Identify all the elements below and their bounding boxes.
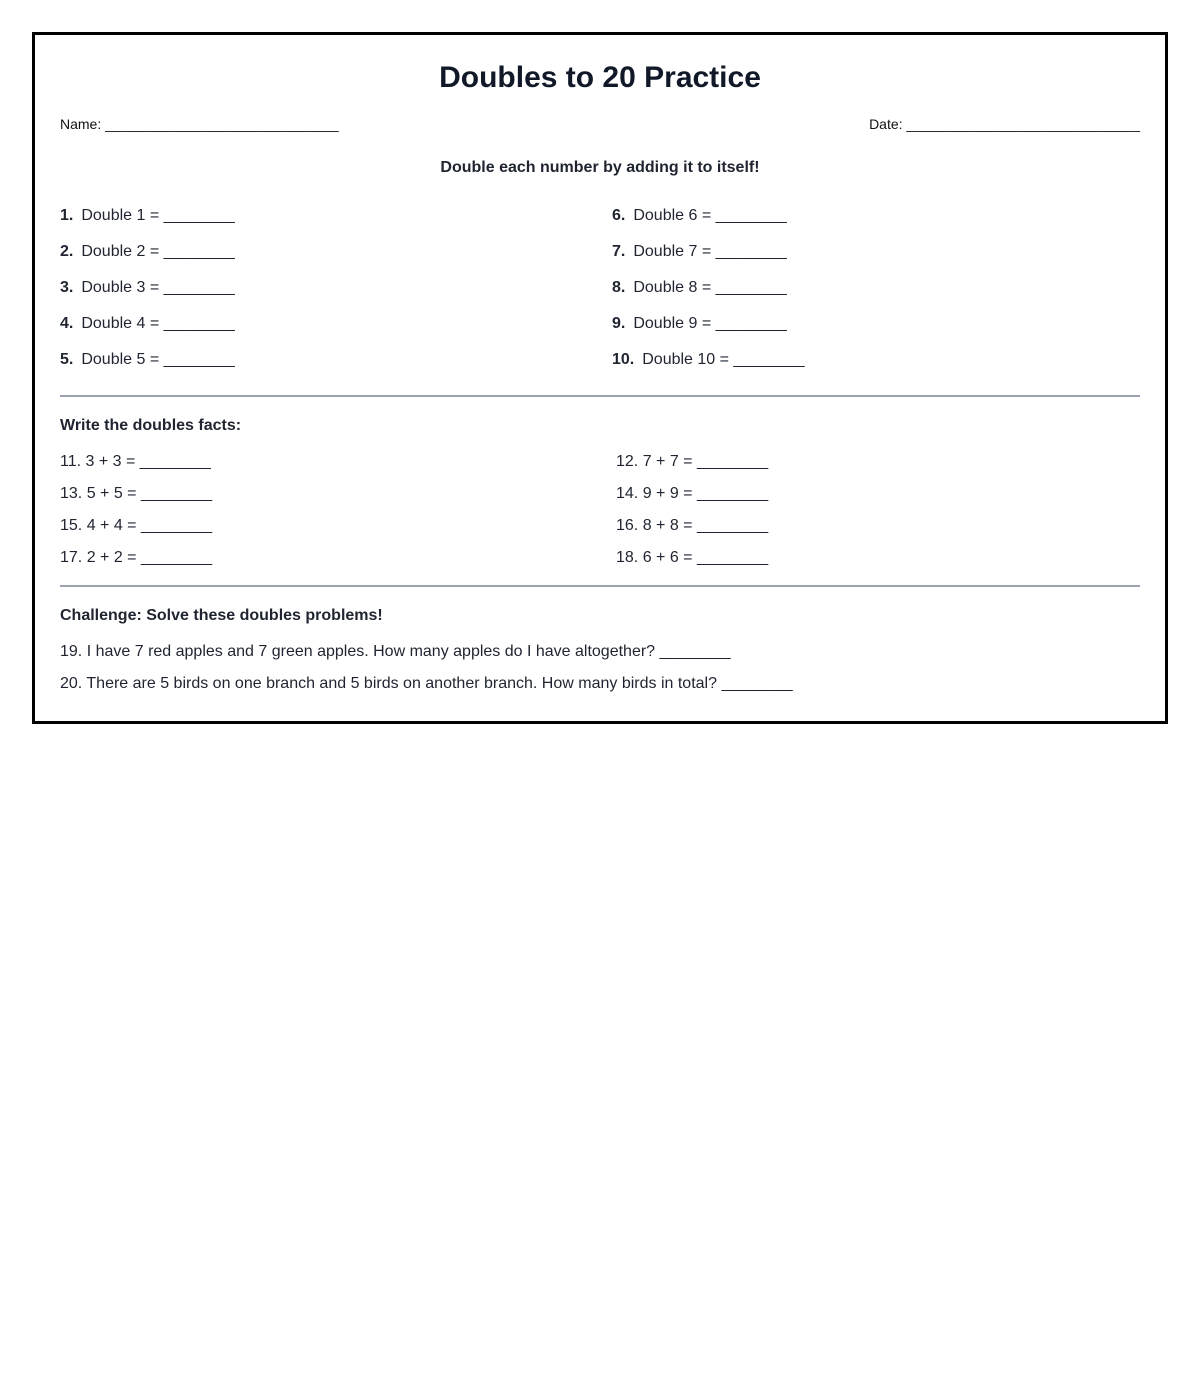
problem-number: 4. [60,315,74,332]
page-title: Doubles to 20 Practice [439,61,761,94]
fact-item: 11. 3 + 3 = ________ [60,453,211,470]
fact-item: 13. 5 + 5 = ________ [60,485,213,502]
doubles-problem [612,315,787,333]
problem-number: 1. [60,207,74,224]
worksheet [32,32,1168,724]
doubles-problem [60,207,235,225]
doubles-problem [60,315,235,333]
doubles-problem [60,243,235,261]
problem-number: 3. [60,279,74,296]
problem-number: 9. [612,315,626,332]
problem-text: Double 4 = ________ [81,315,235,332]
section-divider [60,395,1140,397]
doubles-problem [612,279,787,297]
problem-number: 8. [612,279,626,296]
fact-item: 17. 2 + 2 = ________ [60,549,213,566]
problem-text: Double 2 = ________ [81,243,235,260]
instructions: Double each number by adding it to itself! [440,159,760,176]
doubles-problem [612,207,787,225]
problem-number: 10. [612,351,635,368]
fact-item: 14. 9 + 9 = ________ [616,485,769,502]
problem-number: 5. [60,351,74,368]
date-field: Date: ______________________________ [869,116,1140,132]
facts-heading: Write the doubles facts: [60,417,242,434]
problem-number: 6. [612,207,626,224]
problem-text: Double 5 = ________ [81,351,235,368]
fact-item: 15. 4 + 4 = ________ [60,517,213,534]
problem-text: Double 6 = ________ [633,207,787,224]
doubles-problem [60,279,235,297]
problem-text: Double 7 = ________ [633,243,787,260]
doubles-problem [612,351,805,369]
doubles-problem [60,351,235,369]
problem-text: Double 9 = ________ [633,315,787,332]
problem-text: Double 8 = ________ [633,279,787,296]
problem-number: 7. [612,243,626,260]
name-field: Name: ______________________________ [60,116,339,132]
section-divider [60,585,1140,587]
word-problem: 20. There are 5 birds on one branch and 5 birds on another branch. How many birds in total? ________ [60,675,793,692]
word-problem: 19. I have 7 red apples and 7 green apples. How many apples do I have altogether? ________ [60,643,731,660]
problem-number: 2. [60,243,74,260]
fact-item: 16. 8 + 8 = ________ [616,517,769,534]
challenge-heading: Challenge: Solve these doubles problems! [60,607,383,624]
fact-item: 12. 7 + 7 = ________ [616,453,769,470]
fact-item: 18. 6 + 6 = ________ [616,549,769,566]
problem-text: Double 3 = ________ [81,279,235,296]
problem-text: Double 1 = ________ [81,207,235,224]
problem-text: Double 10 = ________ [642,351,805,368]
doubles-problem [612,243,787,261]
